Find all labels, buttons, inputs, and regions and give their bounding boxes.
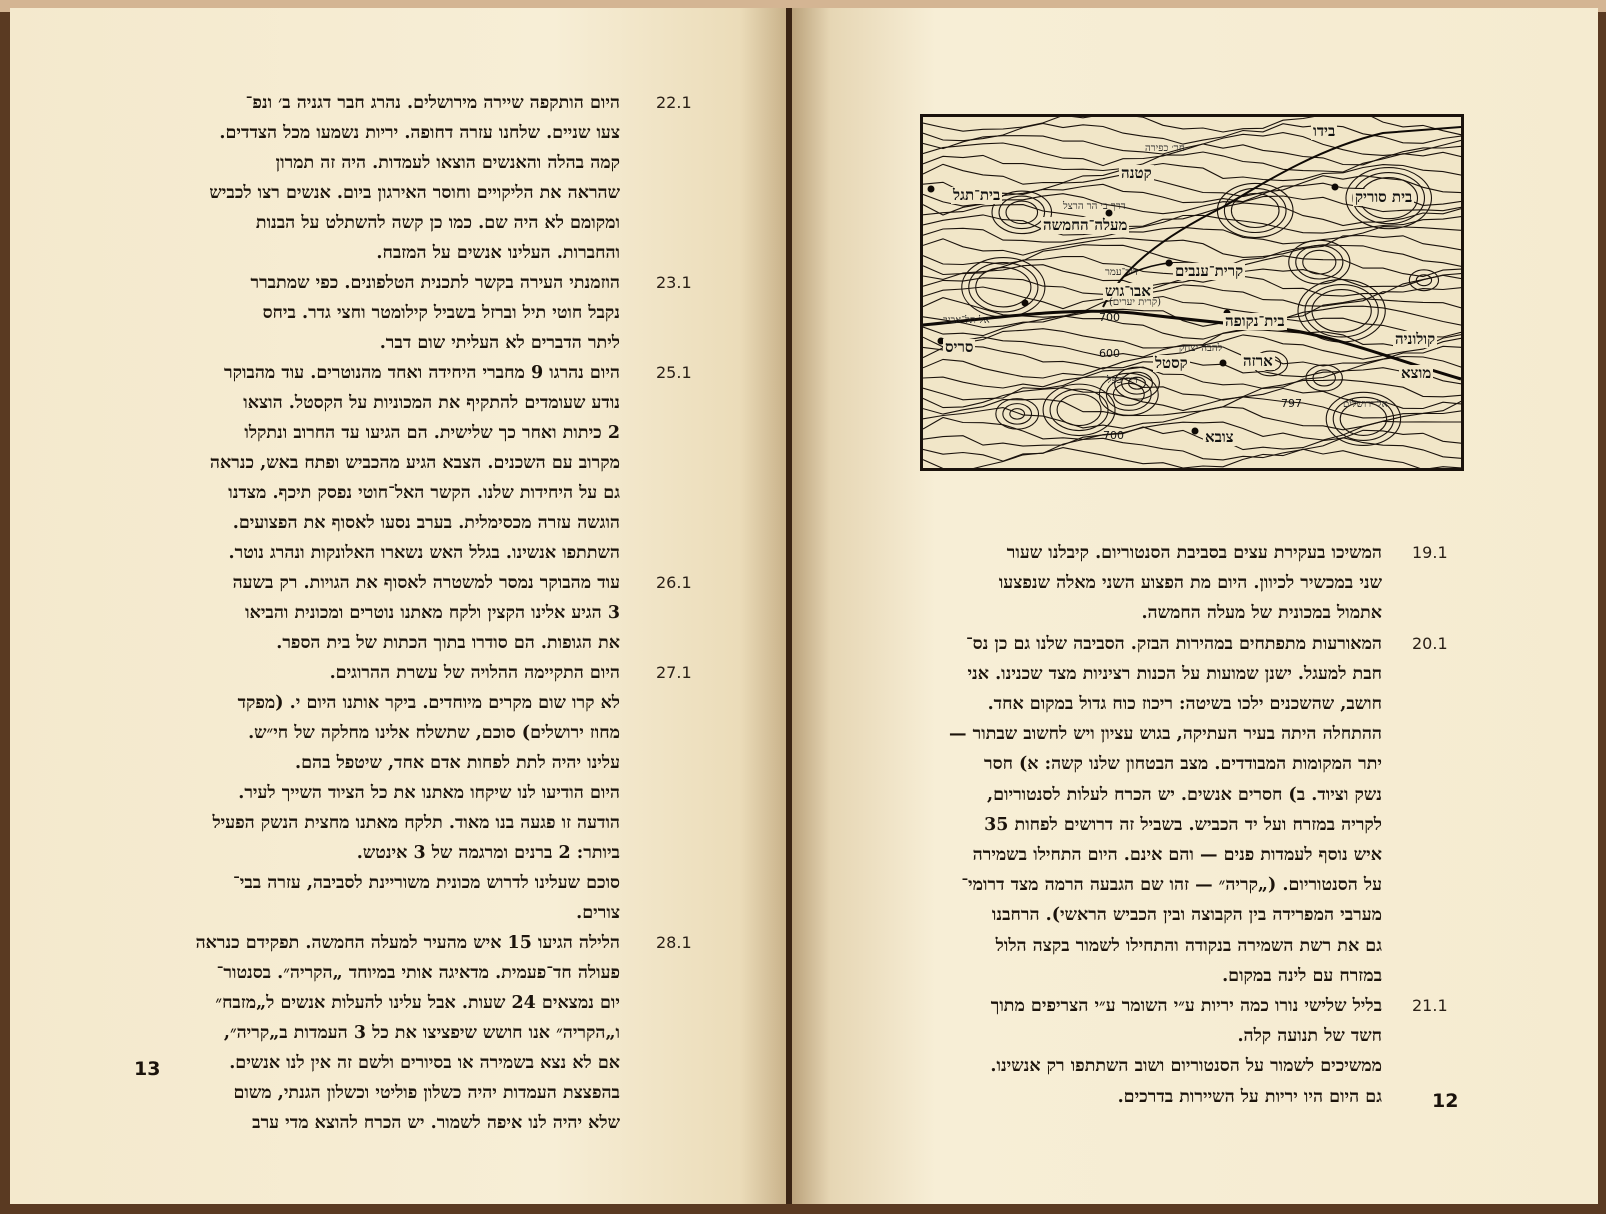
hill-contour <box>1003 404 1032 425</box>
entry-line: נקבל חוטי תיל וברזל בשביל קילומטר וחצי גדר. ביחס <box>262 303 620 323</box>
entry-date: 25.1 <box>656 363 692 382</box>
map-label-abu-gosh: אבו־גוש <box>1105 282 1151 300</box>
left-page-number: 13 <box>134 1058 161 1080</box>
entry-line: 3 הגיע אלינו הקצין ולקח מאתנו נוטרים ומכונית והביאו <box>245 603 620 623</box>
contour-line <box>923 164 1461 185</box>
village-marker <box>1220 360 1227 367</box>
entry-line: ההתחלה היתה בעיר העתיקה, בגוש עציון ויש לחשוב שבתור — <box>949 724 1382 745</box>
map-elevation-600: 600 <box>1099 347 1120 360</box>
diary-entry <box>904 538 1382 629</box>
entry-line: ומקומם לא היה שם. כמו כן קשה להשתלט על הבנות <box>255 213 620 233</box>
entry-line: עוד מהבוקר נמסר למשטרה לאסוף את הגויות. רק בשעה <box>232 573 620 593</box>
map-note-dir-kaf: דיר־כפל <box>1107 375 1138 386</box>
entry-line: על הסנטוריום. („קריה״ — זהו שם הגבעה הרמה מצד דרומי־ <box>961 875 1382 896</box>
contour-line <box>923 438 1461 461</box>
map-note-jerusalem: אל ירושלים <box>1343 399 1388 410</box>
hill-contour <box>1303 250 1336 274</box>
entry-line: ו„הקריה״ אנו חושש שיפציצו את כל 3 העמדות ב„קריה״, <box>223 1023 620 1043</box>
hill-contour <box>1010 409 1025 420</box>
diary-entry <box>904 629 1382 991</box>
village-marker <box>1192 428 1199 435</box>
region-map <box>920 114 1464 471</box>
entry-line: עלינו יהיה לתת לפחות אדם אחד, שיטפל בהם. <box>295 753 620 773</box>
map-elevation-700b: 700 <box>1103 429 1124 442</box>
map-label-maale-hahamisha: מעלה־החמשה <box>1043 216 1128 234</box>
entry-line: 2 כיתות ואחר כך שלישית. הם הגיעו עד החרוב ונתקלו <box>244 423 620 443</box>
contour-line <box>923 448 1461 468</box>
entry-line: חבת למעגל. ישנן שמועות על הכנות רציניות מצד שכנינו. אני <box>967 663 1382 684</box>
entry-line: בהפצצת העמדות יהיה כשלון פוליטי וכשלון הגנתי, משום <box>233 1083 620 1103</box>
map-note-road: דרך ב׳ הר הרצל <box>1063 201 1126 212</box>
entry-line: גם היום היו יריות על השיירות בדרכים. <box>1117 1086 1382 1107</box>
diary-entry <box>904 991 1382 1112</box>
entry-line: הלילה הגיעו 15 איש מהעיר למעלה החמשה. תפקידם כנראה <box>195 933 620 953</box>
entry-line: גם על היחידות שלנו. הקשר האל־חוטי נפסק תיכף. מצדנו <box>228 483 620 503</box>
entry-date: 27.1 <box>656 663 692 682</box>
entry-line: ביותר: 2 ברנים ומרגמה של 3 אינטש. <box>356 843 620 863</box>
map-label-motza: מוצא <box>1401 364 1432 382</box>
entry-date: 19.1 <box>1412 543 1448 562</box>
diary-entry <box>138 568 620 658</box>
diary-entry <box>138 88 620 268</box>
contour-line <box>923 364 1461 388</box>
map-label-kastel: קסטל <box>1155 354 1188 372</box>
contour-line <box>923 377 1461 400</box>
entry-line: נודע שעומדים להתקיף את המכוניות על הקסטל. הוצאו <box>243 393 620 413</box>
entry-line: המאורעות מתפתחים במהירות הבזק. הסביבה שלנו גם כן נס־ <box>965 633 1382 654</box>
map-note-lahaba: להבה יצחק <box>1179 343 1223 354</box>
entry-line: אתמול במכונית של מעלה החמשה. <box>1141 603 1382 624</box>
map-note-tel-aviv: אל תל־אביב <box>943 315 990 326</box>
hill-contour <box>1409 270 1438 291</box>
entry-line: מחוז ירושלים) סוכם, שתשלח אלינו מחלקה של חי״ש. <box>248 723 620 743</box>
map-elevation-797: 797 <box>1281 397 1302 410</box>
right-page-number: 12 <box>1432 1090 1459 1112</box>
entry-line: שלא יהיה לנו איפה לשמור. יש הכרח להוצא מדי ערב <box>252 1113 620 1133</box>
entry-line: היום נהרגו 9 מחברי היחידה ואחד מהנוטרים. עוד מהבוקר <box>223 363 620 383</box>
entry-line: היום התקיימה ההלויה של עשרת ההרוגים. <box>329 663 620 683</box>
entry-line: נשק וציוד. ב) חסרים אנשים. יש הכרח לעלות לסנטוריום, <box>987 784 1382 805</box>
map-note-kfira: חר׳ כפירה <box>1145 143 1185 154</box>
entry-date: 22.1 <box>656 93 692 112</box>
entry-line: השתתפו אנשינו. בגלל האש נשארו האלונקות ונהרג נוטר. <box>228 543 620 563</box>
map-label-kolonia: קולוניה <box>1395 330 1436 348</box>
village-marker <box>1022 300 1029 307</box>
entry-line: מערבי המפרידה בין הקבוצה ובין הכביש הראשי). הרחבנו <box>991 905 1382 926</box>
entry-date: 21.1 <box>1412 996 1448 1015</box>
entry-line: צעו שניים. שלחנו עזרה דחופה. יריות נשמעו מכל הצדדים. <box>219 123 620 143</box>
entry-line: שני במכשיר לכיוון. היום מת הפצוע השני מאלה שנפצעו <box>998 573 1382 594</box>
entry-line: הוגשה עזרה מכסימלית. בערב נסעו לאסוף את הפצועים. <box>232 513 620 533</box>
entry-date: 28.1 <box>656 933 692 952</box>
entry-line: פעולה חד־פעמית. מדאיגה אותי במיוחד „הקריה״. בסנטור־ <box>216 963 620 983</box>
diary-entry <box>138 928 620 1138</box>
map-label-ktana: קטנה <box>1121 164 1152 182</box>
entry-line: והחברות. העלינו אנשים על המזבח. <box>376 243 620 263</box>
village-marker <box>1332 184 1339 191</box>
entry-date: 20.1 <box>1412 633 1448 653</box>
contour-line <box>923 236 1461 258</box>
map-note-kiryat-yearim: (קרית יערים) <box>1109 297 1162 308</box>
map-label-beit-tgl: בית־תגל <box>953 186 1001 204</box>
contour-line <box>923 117 1461 135</box>
entry-line: סוכם שעלינו לדרוש מכונית משוריינת לסביבה, עזרה בבי־ <box>233 873 620 893</box>
entry-line: היום הודיעו לנו שיקחו מאתנו את כל הציוד השייך לעיר. <box>238 783 620 803</box>
entry-line: הודעה זו פגעה בנו מאוד. תלקח מאתנו מחצית הנשק הפעיל <box>212 813 620 833</box>
entry-line: אם לא נצא בשמירה או בסיורים ולשם זה אין לנו אנשים. <box>229 1053 620 1073</box>
entry-line: איש נוסף לעמדות פנים — והם אינם. היום התחילו בשמירה <box>972 845 1382 866</box>
entry-date: 23.1 <box>656 273 692 292</box>
entry-line: חשד של תנועה קלה. <box>1237 1026 1382 1047</box>
village-marker <box>1166 260 1173 267</box>
entry-line: חושב, שהשכנים ילכו בשיטה: ריכוז כוח גדול במקום אחד. <box>987 694 1382 714</box>
entry-line: ממשיכים לשמור על הסנטוריום ושוב השתתפו רק אנשינו. <box>990 1056 1382 1077</box>
entry-line: בליל שלישי נורו כמה יריות ע״י השומר ע״י הצריפים מתוך <box>990 996 1382 1016</box>
diary-entry <box>138 268 620 358</box>
map-label-saris: סריס <box>945 338 974 356</box>
entry-line: יום נמצאים 24 שעות. אבל עלינו להעלות אנשים ל„מזבח״ <box>215 993 620 1013</box>
diary-entry <box>138 358 620 568</box>
entry-line: ליתר הדברים לא העליתי שום דבר. <box>379 333 620 353</box>
entry-line: במזרח עם לינה במקום. <box>1222 965 1382 986</box>
hill-contour <box>1224 188 1286 232</box>
entry-line: לקריה במזרח ועל יד הכביש. בשביל זה דרושים לפחות 35 <box>984 814 1382 835</box>
entry-line: קמה בהלה והאנשים הוצאו לעמדות. היה זה תמרון <box>275 153 620 173</box>
diary-entry <box>138 658 620 928</box>
entry-line: מקרוב עם השכנים. הצבא הגיע מהכביש ופתח באש, כנראה <box>209 453 620 473</box>
map-label-kiryat-anavim: קרית־ענבים <box>1175 262 1244 280</box>
contour-line <box>923 354 1461 379</box>
map-label-arza: ארזה <box>1243 352 1273 370</box>
map-contours <box>923 117 1461 468</box>
map-label-tzova: צובא <box>1205 428 1234 446</box>
map-note-dir-amar: דיר־עמר <box>1105 267 1138 278</box>
entry-line: צורים. <box>576 903 620 923</box>
map-label-bidu: בידו <box>1313 122 1336 140</box>
entry-line: יתר המקומות המבודדים. מצב הבטחון שלנו קשה: א) חסר <box>984 754 1382 775</box>
map-label-beit-nekofa: בית־נקופה <box>1225 312 1285 330</box>
entry-line: לא קרו שום מקרים מיוחדים. ביקר אותנו היום י. (מפקד <box>237 693 620 713</box>
entry-line: הוזמנתי העירה בקשר לתכנית הטלפונים. כפי שמתברר <box>250 273 620 293</box>
entry-line: גם את רשת השמירה בנקודה והתחילו לשמור בקצה הלול <box>995 935 1382 956</box>
entry-line: המשיכו בעקירת עצים בסביבת הסנטוריום. קיבלנו שעור <box>1006 543 1382 563</box>
book-spine <box>786 8 792 1204</box>
entry-date: 26.1 <box>656 573 692 592</box>
entry-line: את הגופות. הם סודרו בתוך הכתות של בית הספר. <box>276 633 620 653</box>
entry-line: היום הותקפה שיירה מירושלים. נהרג חבר דגניה ב׳ ונפ־ <box>245 93 620 113</box>
map-label-beit-surik: בית סוריק <box>1355 188 1413 206</box>
village-marker <box>928 186 935 193</box>
entry-line: שהראה את הליקויים וחוסר האירגון ביום. אנשים רצו לכביש <box>209 183 620 203</box>
hill-contour <box>1217 183 1293 237</box>
map-elevation-700: 700 <box>1099 311 1120 324</box>
